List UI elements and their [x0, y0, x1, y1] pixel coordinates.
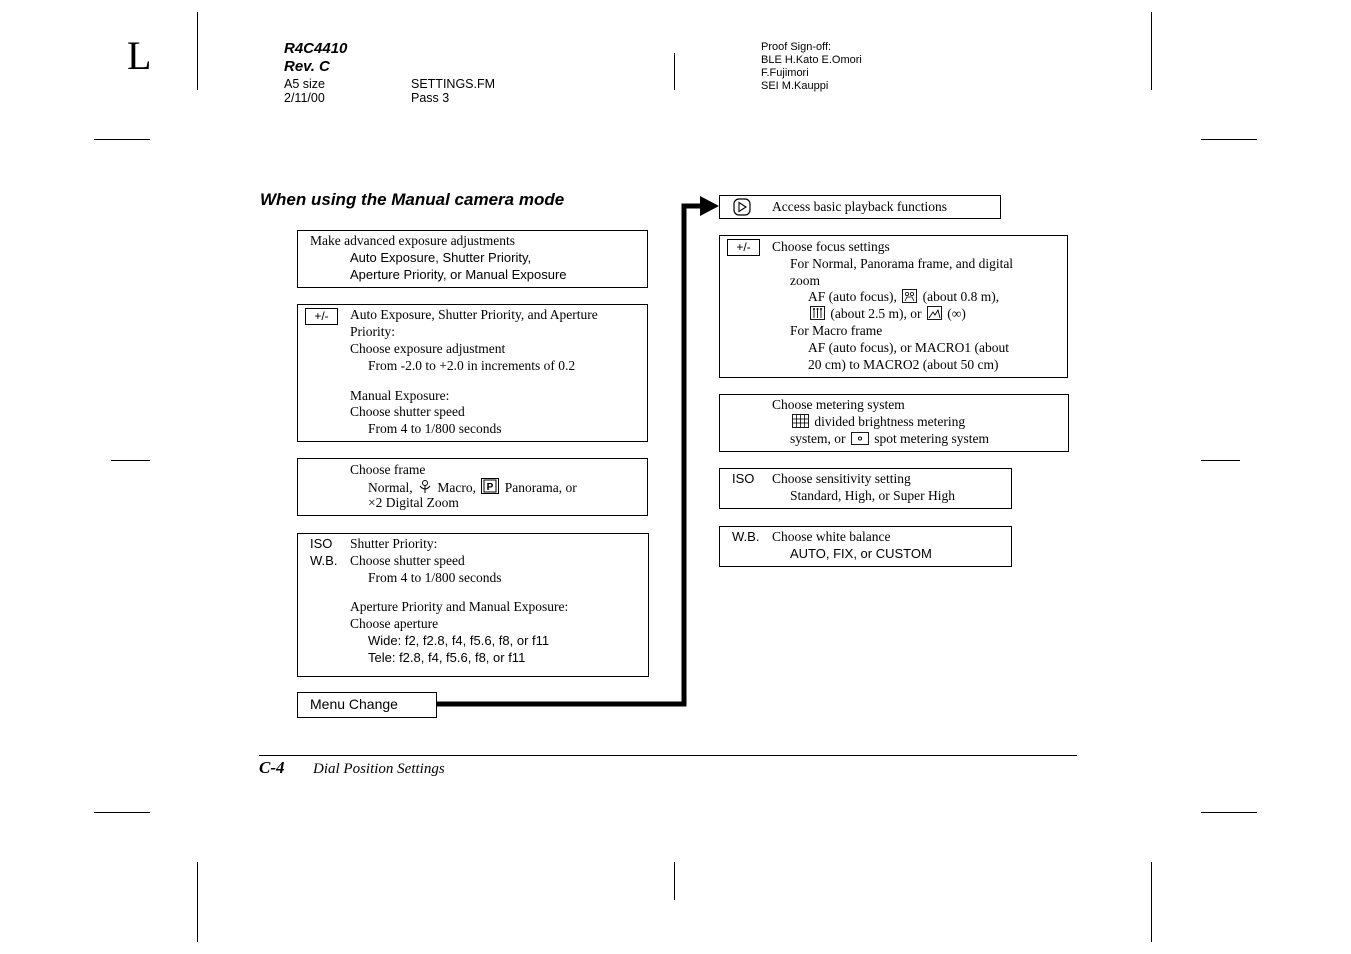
- crop-mark: [94, 139, 150, 140]
- box-text: Auto Exposure, Shutter Priority,: [350, 250, 532, 265]
- connector-arrow: [430, 190, 730, 715]
- box-text: Choose aperture: [350, 616, 439, 631]
- corner-letter: L: [127, 33, 152, 78]
- box-text: Choose focus settings: [772, 239, 890, 254]
- frame-macro: Macro,: [437, 480, 476, 495]
- box-text: AUTO, FIX, or CUSTOM: [790, 546, 932, 561]
- paper-size: A5 size: [284, 77, 325, 91]
- focus-options-far: [808, 305, 966, 322]
- crop-mark: [1151, 862, 1152, 942]
- revision: Rev. C: [284, 58, 330, 75]
- box-text: Choose shutter speed: [350, 404, 465, 419]
- spot-label: spot metering system: [874, 431, 989, 446]
- box-text: For Normal, Panorama frame, and digital: [790, 256, 1014, 271]
- divided-label: divided brightness metering: [814, 414, 966, 429]
- box-text: Tele: f2.8, f4, f5.6, f8, or f11: [368, 650, 526, 665]
- proof-line: F.Fujimori: [761, 67, 809, 79]
- box-text: Choose metering system: [772, 397, 905, 412]
- divided-metering-icon: [792, 414, 809, 428]
- distance-25: (about 2.5 m), or: [830, 306, 922, 321]
- wb-key: W.B.: [732, 529, 760, 544]
- infinity-label: (∞): [947, 306, 966, 321]
- proof-title: Proof Sign-off:: [761, 41, 832, 53]
- menu-change-label: Menu Change: [310, 696, 398, 712]
- box-text: Shutter Priority:: [350, 536, 438, 551]
- spot-metering-icon: [851, 432, 869, 445]
- crop-mark: [111, 460, 150, 461]
- focus-options-near: [808, 288, 999, 305]
- box-text: Aperture Priority, or Manual Exposure: [350, 267, 567, 282]
- crop-mark: [94, 812, 150, 813]
- box-text: Choose exposure adjustment: [350, 341, 506, 356]
- box-text: zoom: [790, 273, 820, 288]
- frame-panorama: Panorama, or: [504, 480, 577, 495]
- file-name: SETTINGS.FM: [411, 77, 496, 91]
- crop-mark: [197, 12, 198, 90]
- box-text: Aperture Priority and Manual Exposure:: [350, 599, 569, 614]
- section-title: When using the Manual camera mode: [260, 190, 565, 209]
- group-icon: [810, 306, 825, 320]
- box-text: From -2.0 to +2.0 in increments of 0.2: [368, 358, 576, 373]
- box-text: Choose sensitivity setting: [772, 471, 911, 486]
- doc-date: 2/11/00: [284, 91, 325, 105]
- proof-line: SEI M.Kauppi: [761, 80, 829, 92]
- box-text: 20 cm) to MACRO2 (about 50 cm): [808, 357, 999, 372]
- system-or: system, or: [790, 431, 846, 446]
- wb-key: W.B.: [310, 553, 338, 568]
- playback-icon: [733, 198, 751, 216]
- playback-label: Access basic playback functions: [772, 199, 948, 214]
- frame-normal: Normal,: [368, 480, 413, 495]
- metering-divided: [790, 413, 965, 430]
- pass-number: Pass 3: [411, 91, 450, 105]
- crop-mark: [1201, 139, 1257, 140]
- doc-code: R4C4410: [284, 40, 348, 57]
- box-text: Manual Exposure:: [350, 388, 450, 403]
- box-text: Choose frame: [350, 462, 426, 477]
- box-text: Wide: f2, f2.8, f4, f5.6, f8, or f11: [368, 633, 550, 648]
- iso-key: ISO: [310, 536, 333, 551]
- plus-minus-key: +/-: [727, 239, 760, 256]
- af-label: AF (auto focus),: [808, 289, 897, 304]
- footer-title: Dial Position Settings: [313, 761, 445, 777]
- box-text: From 4 to 1/800 seconds: [368, 570, 502, 585]
- crop-mark: [674, 862, 675, 900]
- iso-key: ISO: [732, 471, 755, 486]
- footer-rule: [259, 755, 1077, 756]
- box-text: AF (auto focus), or MACRO1 (about: [808, 340, 1009, 355]
- svg-text:P: P: [487, 482, 494, 493]
- box-text: Make advanced exposure adjustments: [310, 233, 516, 248]
- box-text: For Macro frame: [790, 323, 883, 338]
- crop-mark: [1201, 460, 1240, 461]
- crop-mark: [197, 862, 198, 942]
- distance-08: (about 0.8 m),: [922, 289, 1000, 304]
- box-text: Priority:: [350, 324, 396, 339]
- crop-mark: [1151, 12, 1152, 90]
- plus-minus-key: +/-: [305, 308, 338, 325]
- close-up-icon: [902, 289, 917, 303]
- page-number: C-4: [259, 758, 285, 777]
- box-text: From 4 to 1/800 seconds: [368, 421, 502, 436]
- proof-line: BLE H.Kato E.Omori: [761, 54, 862, 66]
- box-text: ×2 Digital Zoom: [368, 495, 459, 510]
- box-text: Standard, High, or Super High: [790, 488, 955, 503]
- landscape-icon: [927, 306, 942, 320]
- crop-mark: [674, 53, 675, 90]
- box-text: Choose white balance: [772, 529, 891, 544]
- crop-mark: [1201, 812, 1257, 813]
- box-text: Auto Exposure, Shutter Priority, and Aperture: [350, 307, 598, 322]
- box-text: Choose shutter speed: [350, 553, 465, 568]
- metering-spot: [790, 430, 989, 447]
